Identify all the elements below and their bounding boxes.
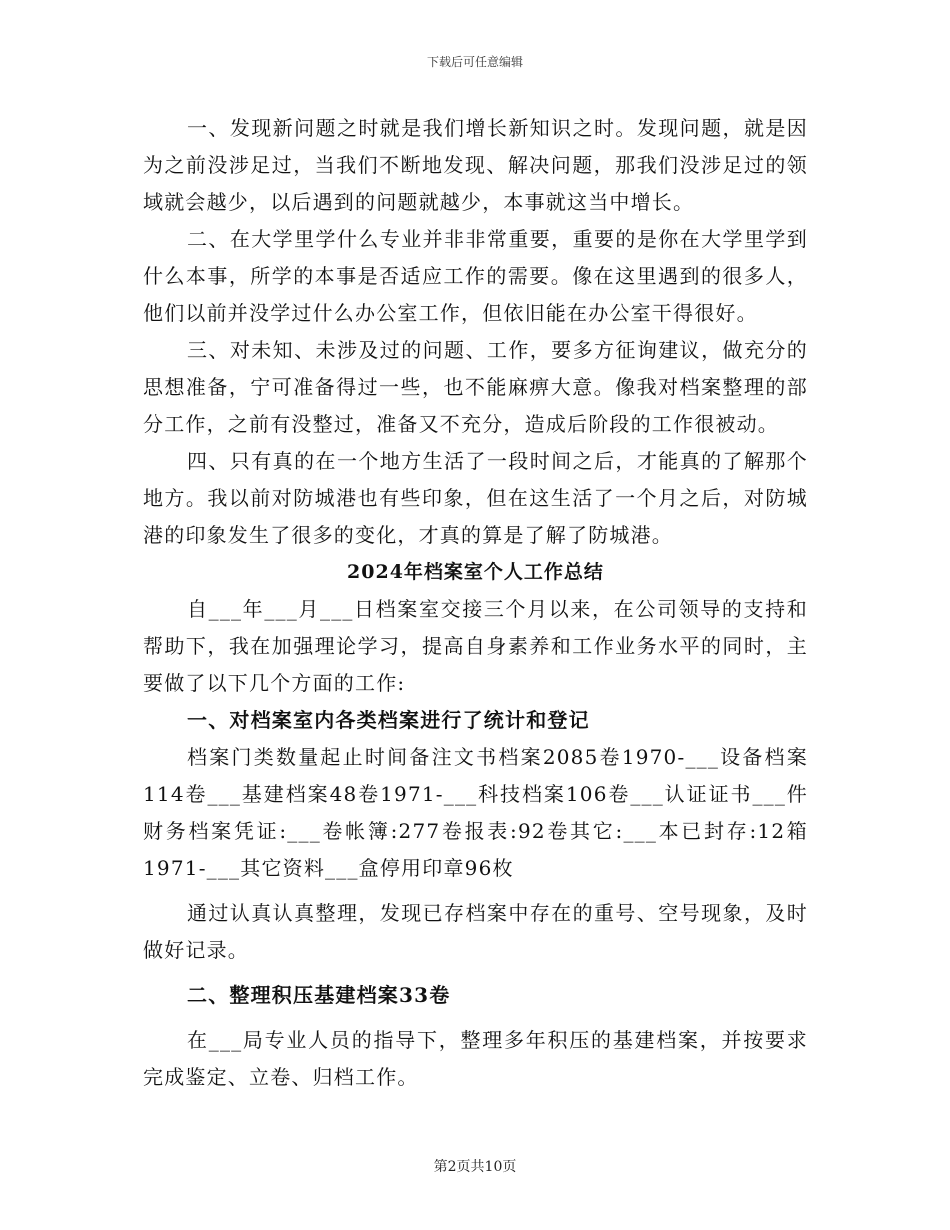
document-title: 2024年档案室个人工作总结 xyxy=(347,561,604,583)
check-paragraph: 通过认真认真整理，发现已存档案中存在的重号、空号现象，及时做好记录。 xyxy=(143,901,808,962)
page-footer: 第2页共10页 xyxy=(433,1159,517,1175)
archive-stats-paragraph: 档案门类数量起止时间备注文书档案2085卷1970-___设备档案114卷___基建档案48卷1971-___科技档案106卷___认证证书___件财务档案凭证:___卷帐簿:277卷报表:92卷其它:___本已封存:12箱1971-___其它资料___盒停用印章96枚 xyxy=(143,745,808,880)
document-body xyxy=(143,110,808,1096)
paragraph-2: 二、在大学里学什么专业并非非常重要，重要的是你在大学里学到什么本事，所学的本事是否适应工作的需要。像在这里遇到的很多人，他们以前并没学过什么办公室工作，但依旧能在办公室干得很好。 xyxy=(143,227,808,325)
intro-paragraph: 自___年___月___日档案室交接三个月以来，在公司领导的支持和帮助下，我在加强理论学习，提高自身素养和工作业务水平的同时，主要做了以下几个方面的工作: xyxy=(143,597,808,695)
section-heading-2: 二、整理积压基建档案33卷 xyxy=(187,983,451,1007)
paragraph-4: 四、只有真的在一个地方生活了一段时间之后，才能真的了解那个地方。我以前对防城港也有些印象，但在这生活了一个月之后，对防城港的印象发生了很多的变化，才真的算是了解了防城港。 xyxy=(143,449,808,547)
paragraph-1: 一、发现新问题之时就是我们增长新知识之时。发现问题，就是因为之前没涉足过，当我们不断地发现、解决问题，那我们没涉足过的领域就会越少，以后遇到的问题就越少，本事就这当中增长。 xyxy=(143,116,808,214)
paragraph-3: 三、对未知、未涉及过的问题、工作，要多方征询建议，做充分的思想准备，宁可准备得过一些，也不能麻痹大意。像我对档案整理的部分工作，之前有没整过，准备又不充分，造成后阶段的工作很被动。 xyxy=(143,338,808,436)
section-heading-1: 一、对档案室内各类档案进行了统计和登记 xyxy=(187,708,590,732)
final-paragraph: 在___局专业人员的指导下，整理多年积压的基建档案，并按要求完成鉴定、立卷、归档工作。 xyxy=(143,1028,808,1089)
page-header: 下载后可任意编辑 xyxy=(426,55,523,69)
